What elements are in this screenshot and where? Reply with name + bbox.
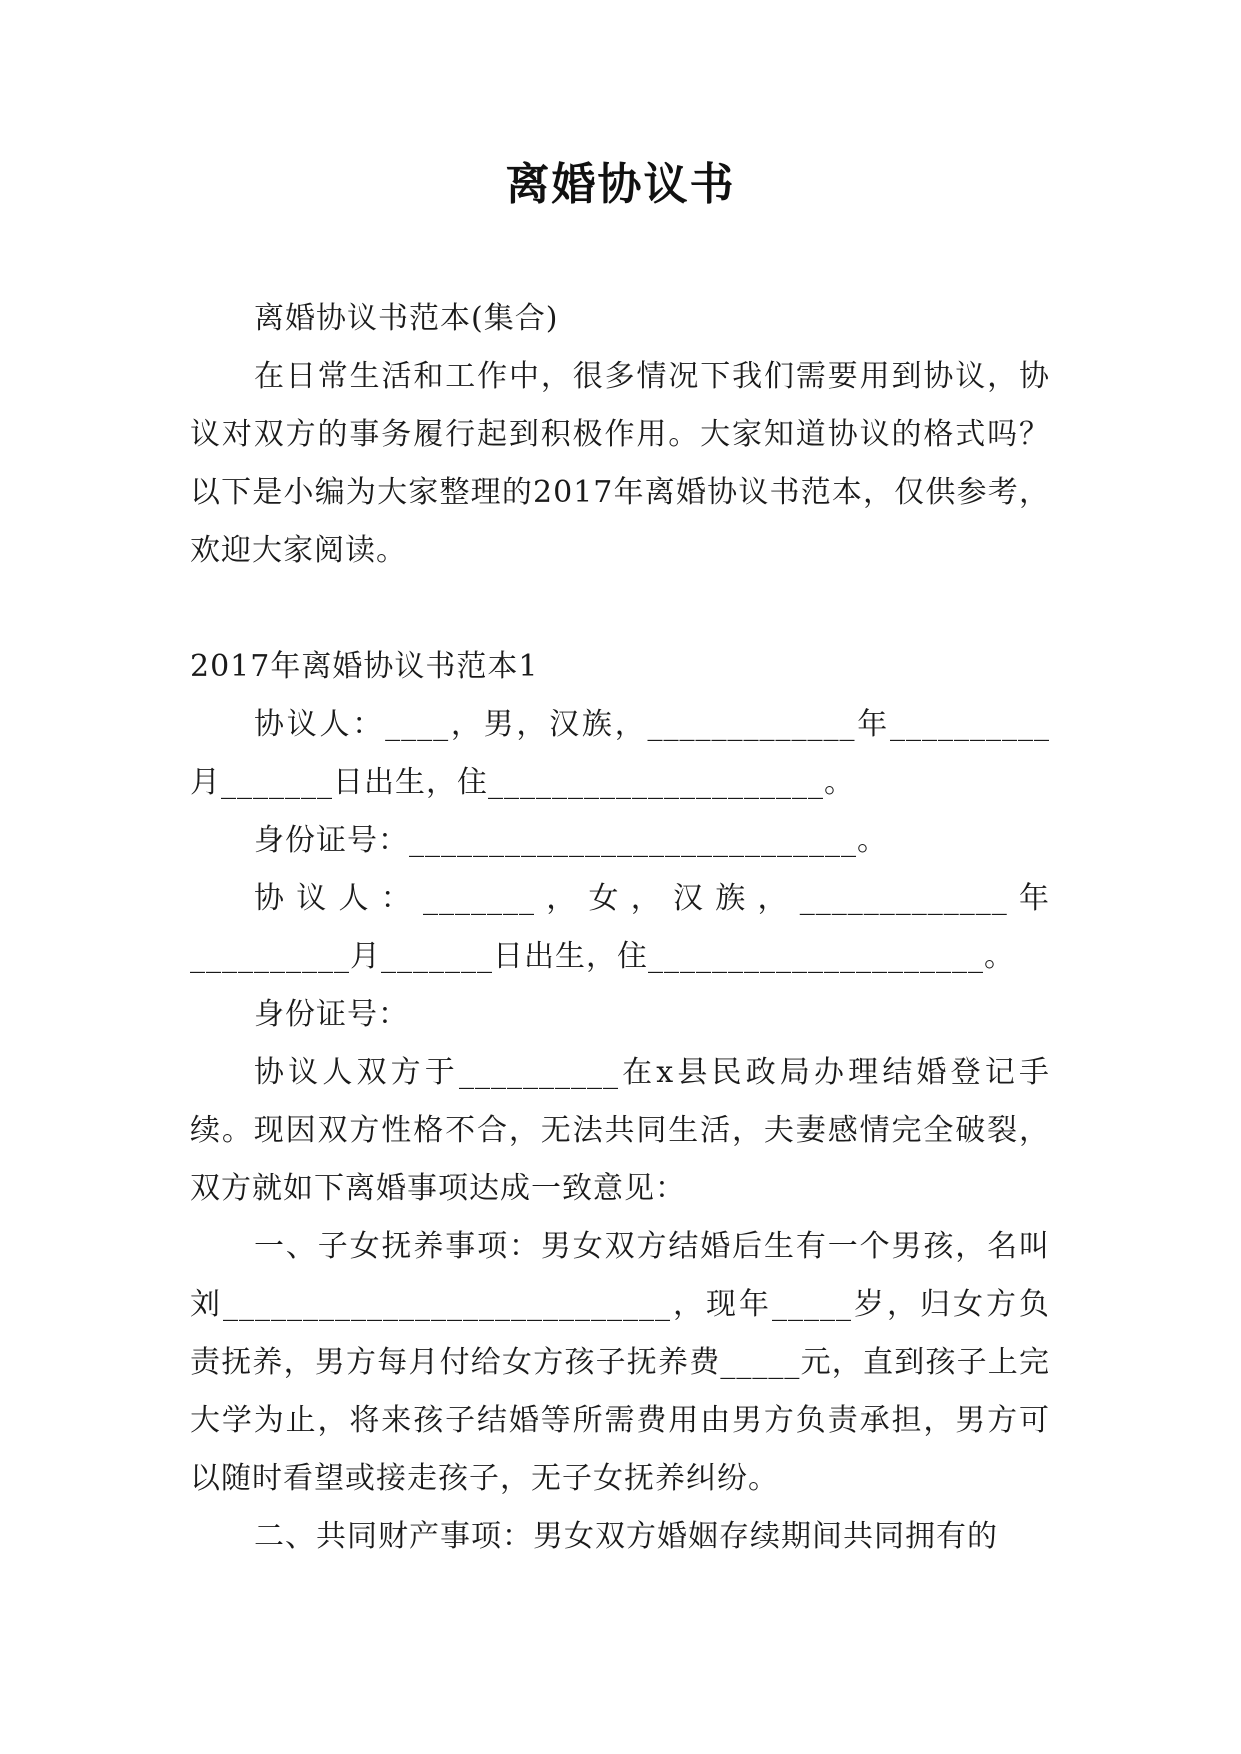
party1-id-paragraph: 身份证号：____________________________。 bbox=[254, 823, 888, 858]
clause1-paragraph: 一、子女抚养事项：男女双方结婚后生有一个男孩，名叫刘____________________________，现年_____岁，归女方负责抚养，男方每月付给女方孩子抚养费_____元，直到孩子上完大学为止，将来孩子结婚等所需费用由男方负责承担，男方可以随时看望或接走孩子，无子女抚养纠纷。 bbox=[190, 1229, 1050, 1496]
document-body bbox=[190, 290, 1050, 1566]
intro-paragraph: 在日常生活和工作中，很多情况下我们需要用到协议，协议对双方的事务履行起到积极作用。大家知道协议的格式吗？以下是小编为大家整理的2017年离婚协议书范本，仅供参考，欢迎大家阅读。 bbox=[190, 359, 1050, 568]
document-title: 离婚协议书 bbox=[505, 159, 736, 210]
paragraph-spacer bbox=[190, 580, 1050, 638]
section-heading: 2017年离婚协议书范本1 bbox=[190, 649, 539, 684]
party2-paragraph: 协议人：_______，女，汉族，_____________年__________月_______日出生，住_____________________。 bbox=[190, 881, 1050, 974]
party2-id-paragraph: 身份证号： bbox=[254, 997, 409, 1032]
clause2-paragraph: 二、共同财产事项：男女双方婚姻存续期间共同拥有的 bbox=[254, 1519, 998, 1554]
document-subtitle: 离婚协议书范本(集合) bbox=[254, 301, 559, 336]
party1-paragraph: 协议人：____，男，汉族，_____________年__________月_______日出生，住_____________________。 bbox=[190, 707, 1050, 800]
marriage-paragraph: 协议人双方于__________在x县民政局办理结婚登记手续。现因双方性格不合，无法共同生活，夫妻感情完全破裂，双方就如下离婚事项达成一致意见： bbox=[190, 1055, 1050, 1206]
